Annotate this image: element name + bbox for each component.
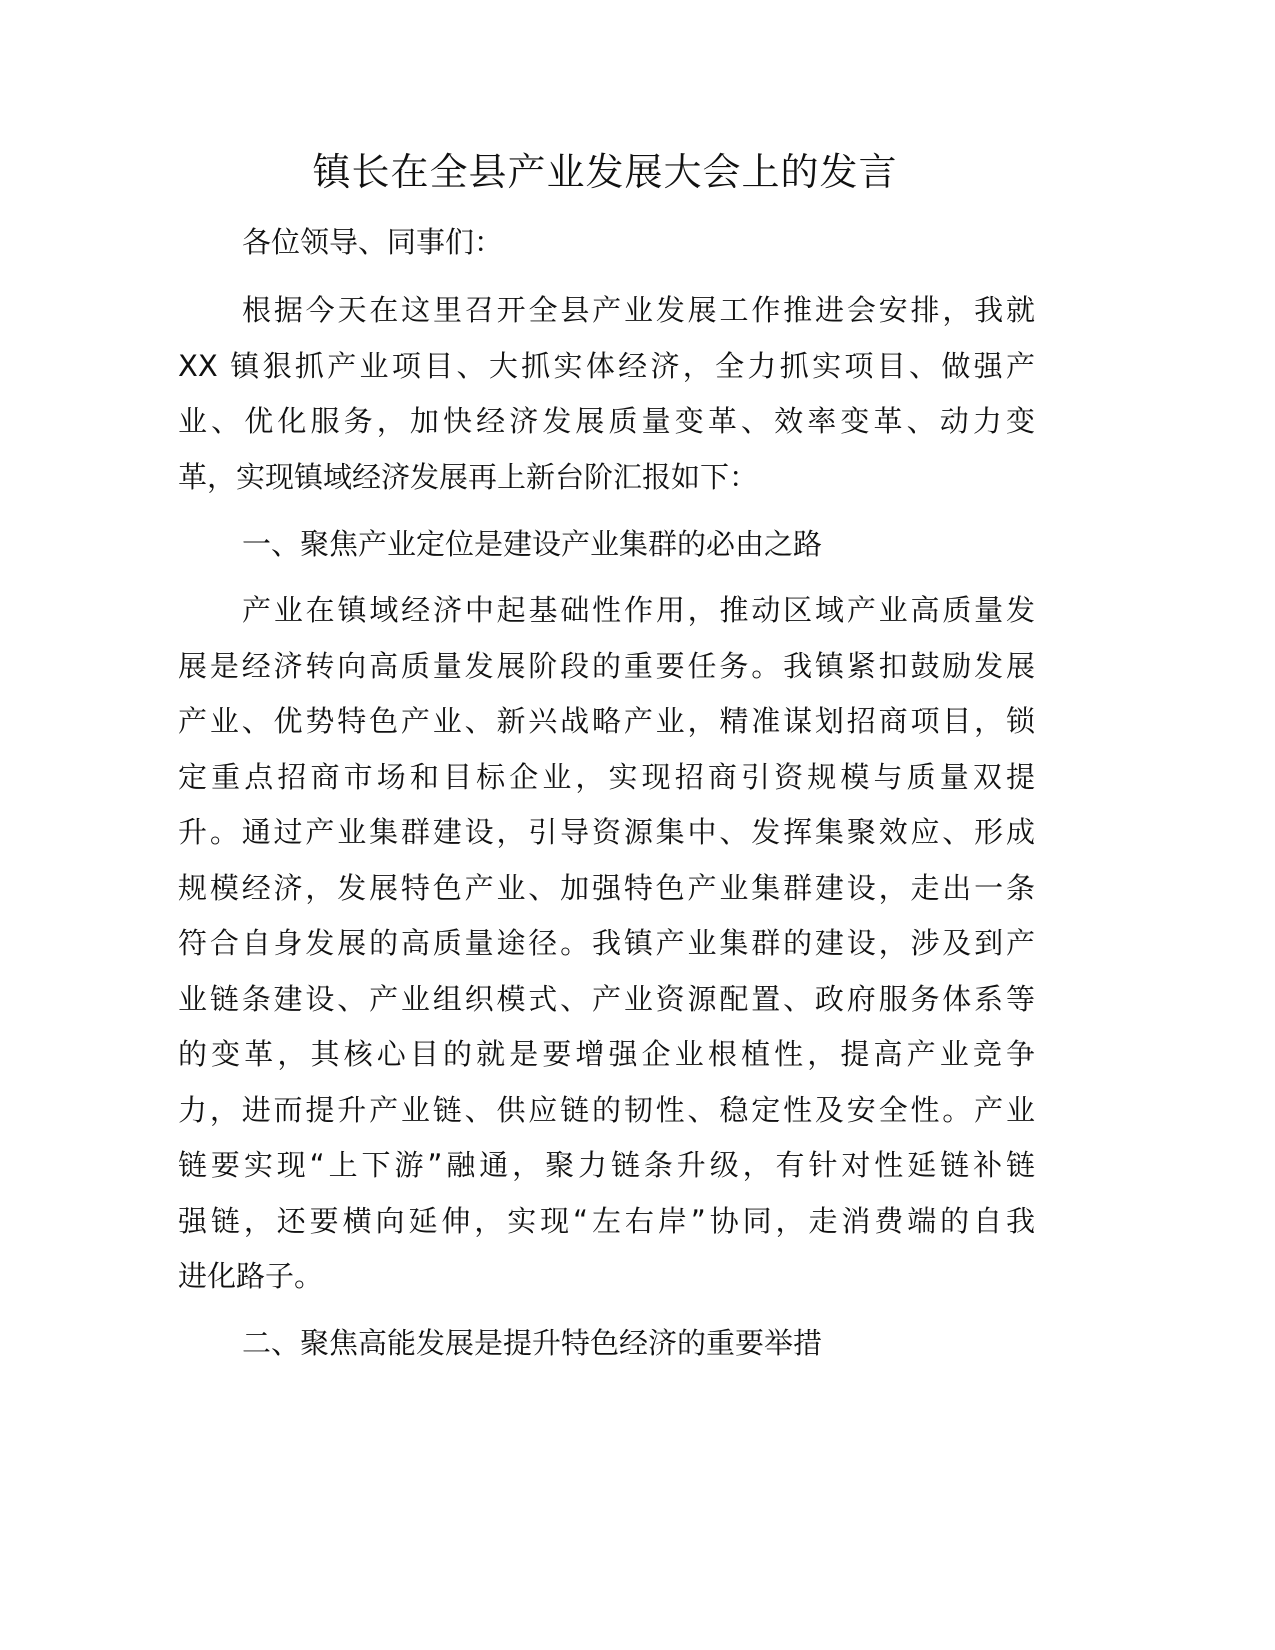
greeting: 各位领导、同事们： (242, 225, 504, 259)
paragraph-line: 定重点招商市场和目标企业，实现招商引资规模与质量双提 (178, 759, 1035, 794)
paragraph-line: 进化路子。 (178, 1259, 324, 1293)
paragraph-line: 升。通过产业集群建设，引导资源集中、发挥集聚效应、形成 (178, 815, 1035, 849)
paragraph-line: 产业、优势特色产业、新兴战略产业，精准谋划招商项目，锁 (178, 704, 1035, 738)
paragraph-line: 产业在镇域经济中起基础性作用，推动区域产业高质量发 (242, 593, 1035, 627)
paragraph-line: 展是经济转向高质量发展阶段的重要任务。我镇紧扣鼓励发展 (178, 648, 1035, 683)
section-heading: 二、聚焦高能发展是提升特色经济的重要举措 (242, 1326, 823, 1360)
document-title: 镇长在全县产业发展大会上的发言 (312, 150, 898, 194)
paragraph-line: 业链条建设、产业组织模式、产业资源配置、政府服务体系等 (178, 981, 1035, 1016)
paragraph-line: 力，进而提升产业链、供应链的韧性、稳定性及安全性。产业 (178, 1092, 1035, 1127)
paragraph-line: XX 镇狠抓产业项目、大抓实体经济，全力抓实项目、做强产 (178, 348, 1035, 383)
paragraph-line: 的变革，其核心目的就是要增强企业根植性，提高产业竞争 (178, 1037, 1035, 1071)
paragraph-line: 业、优化服务，加快经济发展质量变革、效率变革、动力变 (178, 404, 1035, 438)
paragraph-line: 强链，还要横向延伸，实现“左右岸”协同，走消费端的自我 (178, 1203, 1035, 1238)
paragraph-line: 革，实现镇域经济发展再上新台阶汇报如下： (178, 459, 759, 494)
paragraph-line: 规模经济，发展特色产业、加强特色产业集群建设，走出一条 (178, 870, 1035, 905)
paragraph-line: 符合自身发展的高质量途径。我镇产业集群的建设，涉及到产 (178, 926, 1035, 960)
paragraph-line: 根据今天在这里召开全县产业发展工作推进会安排，我就 (242, 293, 1035, 327)
paragraph-line: 链要实现“上下游”融通，聚力链条升级，有针对性延链补链 (178, 1148, 1035, 1182)
section-heading: 一、聚焦产业定位是建设产业集群的必由之路 (242, 527, 823, 561)
